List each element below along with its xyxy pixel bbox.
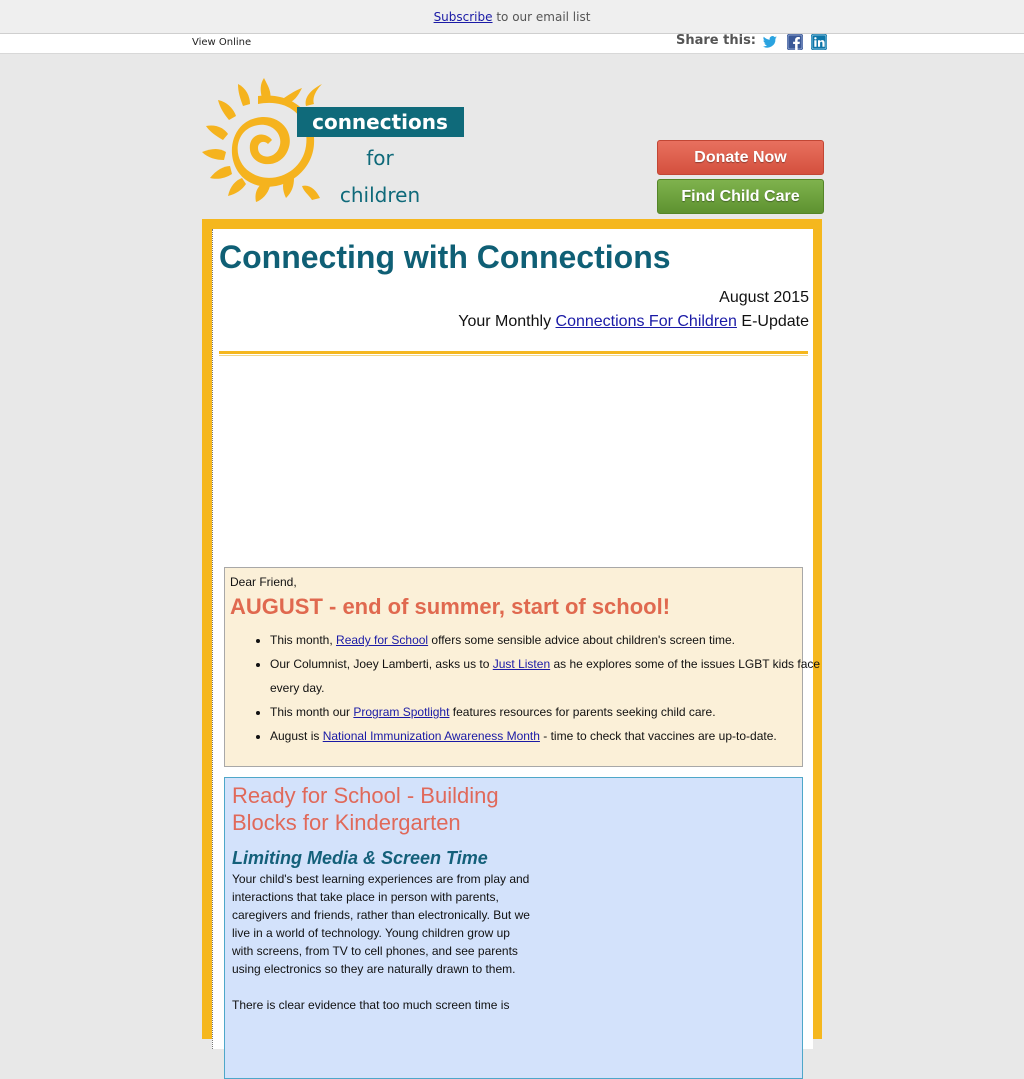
logo-word-connections: connections <box>312 110 448 134</box>
newsletter-body <box>212 229 821 1049</box>
donate-now-button[interactable]: Donate Now <box>657 140 824 175</box>
immunization-month-link[interactable]: National Immunization Awareness Month <box>322 729 540 743</box>
subscribe-text: to our email list <box>492 10 591 24</box>
ready-for-school-link[interactable]: Ready for School <box>336 633 429 647</box>
program-spotlight-link[interactable]: Program Spotlight <box>353 705 450 719</box>
intro-bullet-list <box>230 628 835 748</box>
logo-word-for: for <box>366 146 394 170</box>
issue-date: August 2015 <box>719 289 809 306</box>
subscribe-line <box>0 10 1024 24</box>
find-child-care-button[interactable]: Find Child Care <box>657 179 824 214</box>
bullet-text-post: as he explores some of the issues LGBT kids face every day. <box>270 657 821 695</box>
view-online-link[interactable]: View Online <box>192 37 252 48</box>
connections-for-children-link[interactable]: Connections For Children <box>555 313 737 330</box>
share-bar <box>0 34 1024 54</box>
newsletter-tagline <box>458 313 809 331</box>
body-paragraph: Your child's best learning experiences are from play and interactions that take place in person with parents, caregivers and friends, rather than electronically. But we live in a world of technology. Young children grow up with screens, from TV to cell phones, and see parents using electronics so they are naturally drawn to them. <box>232 872 530 976</box>
header-divider <box>219 351 808 354</box>
linkedin-icon[interactable] <box>811 34 827 50</box>
tagline-prefix: Your Monthly <box>458 313 556 330</box>
bullet-text-pre: This month, <box>270 633 337 647</box>
twitter-icon[interactable] <box>762 34 778 50</box>
just-listen-link[interactable]: Just Listen <box>492 657 551 671</box>
ready-for-school-title: Ready for School - Building Blocks for Kindergarten <box>232 783 499 835</box>
intro-headline: AUGUST - end of summer, start of school! <box>230 594 671 619</box>
ready-for-school-body <box>232 870 532 1032</box>
share-label: Share this: <box>676 33 757 48</box>
logo-word-children: children <box>339 183 421 207</box>
subscribe-bar <box>0 0 1024 34</box>
list-item <box>270 652 835 700</box>
facebook-icon[interactable] <box>787 34 803 50</box>
bullet-text-post: offers some sensible advice about children's screen time. <box>428 633 735 647</box>
bullet-text-pre: This month our <box>270 705 354 719</box>
bullet-text-post: - time to check that vaccines are up-to-date. <box>539 729 777 743</box>
bullet-text-post: features resources for parents seeking child care. <box>449 705 716 719</box>
greeting: Dear Friend, <box>230 575 297 589</box>
tagline-suffix: E-Update <box>736 313 809 330</box>
newsletter-frame <box>202 219 822 1039</box>
list-item <box>270 724 835 748</box>
newsletter-title: Connecting with Connections <box>219 239 671 275</box>
screen-time-subtitle: Limiting Media & Screen Time <box>232 848 488 868</box>
bullet-text-pre: August is <box>270 729 323 743</box>
bullet-text-pre: Our Columnist, Joey Lamberti, asks us to <box>270 657 493 671</box>
intro-box <box>224 567 821 767</box>
body-paragraph: There is clear evidence that too much screen time is <box>232 998 510 1012</box>
ready-for-school-section <box>224 777 803 1079</box>
header-divider-shadow <box>219 355 808 356</box>
list-item <box>270 700 835 724</box>
connections-for-children-logo[interactable] <box>198 74 468 210</box>
subscribe-link[interactable]: Subscribe <box>433 10 493 24</box>
list-item <box>270 628 835 652</box>
